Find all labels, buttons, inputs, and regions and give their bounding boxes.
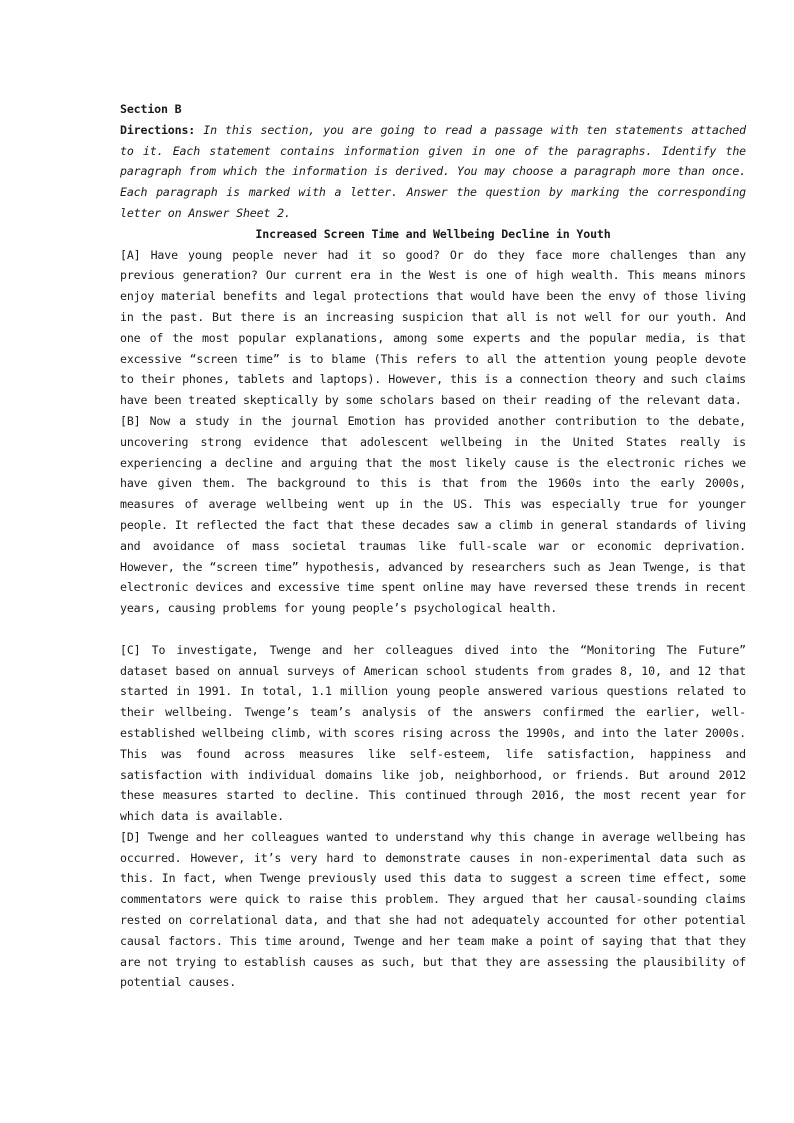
section-heading: Section B	[120, 102, 182, 116]
paragraph-d: [D] Twenge and her colleagues wanted to understand why this change in average wellbeing has occurred. However, it’s very hard to demonstrate causes in non-experimental data such as this. In fact, when Twenge previously used this data to suggest a screen time effect, some commentators were quick to raise this problem. They argued that her causal-sounding claims rested on correlational data, and that she had not adequately accounted for other potential causal factors. This time around, Twenge and her team make a point of saying that that they are not trying to establish causes as such, but that they are assessing the plausibility of potential causes.	[120, 829, 746, 990]
paragraph-a: [A] Have young people never had it so good? Or do they face more challenges than any previous generation? Our current era in the West is one of high wealth. This means minors enjoy material benefits and legal protections that would have been the envy of those living in the past. But there is an increasing suspicion that all is not well for our youth. And one of the most popular explanations, among some experts and the popular media, is that excessive “screen time” is to blame (This refers to all the attention young people devote to their phones, tablets and laptops). However, this is a connection theory and such claims have been treated skeptically by some scholars based on their reading of the relevant data.	[120, 247, 746, 408]
paragraph-c: [C] To investigate, Twenge and her colleagues dived into the “Monitoring The Future” dataset based on annual surveys of American school students from grades 8, 10, and 12 that started in 1991. In total, 1.1 million young people answered various questions related to their wellbeing. Twenge’s team’s analysis of the answers confirmed the earlier, well-established wellbeing climb, with scores rising across the 1990s, and into the later 2000s. This was found across measures like self-esteem, life satisfaction, happiness and satisfaction with individual domains like job, neighborhood, or friends. But around 2012 these measures started to decline. This continued through 2016, the most recent year for which data is available.	[120, 642, 746, 824]
document-page	[120, 99, 746, 993]
paragraph-b: [B] Now a study in the journal Emotion has provided another contribution to the debate, uncovering strong evidence that adolescent wellbeing in the United States really is experiencing a decline and arguing that the most likely cause is the electronic riches we have given them. The background to this is that from the 1960s into the early 2000s, measures of average wellbeing went up in the US. This was especially true for younger people. It reflected the fact that these decades saw a climb in general standards of living and avoidance of mass societal traumas like full-scale war or economic deprivation. However, the “screen time” hypothesis, advanced by researchers such as Jean Twenge, is that electronic devices and excessive time spent online may have reversed these trends in recent years, causing problems for young people’s psychological health.	[120, 413, 746, 616]
directions-label: Directions:	[120, 122, 196, 137]
directions-text: In this section, you are going to read a passage with ten statements attached to it. Each statement contains information given in one of the paragraphs. Identify the paragraph from which the information is derived. You may choose a paragraph more than once. Each paragraph is marked with a letter. Answer the question by marking the corresponding letter on Answer Sheet 2.	[120, 122, 746, 220]
directions	[120, 120, 746, 224]
article-title: Increased Screen Time and Wellbeing Decline in Youth	[255, 226, 611, 241]
paragraph-spacer	[120, 619, 746, 640]
